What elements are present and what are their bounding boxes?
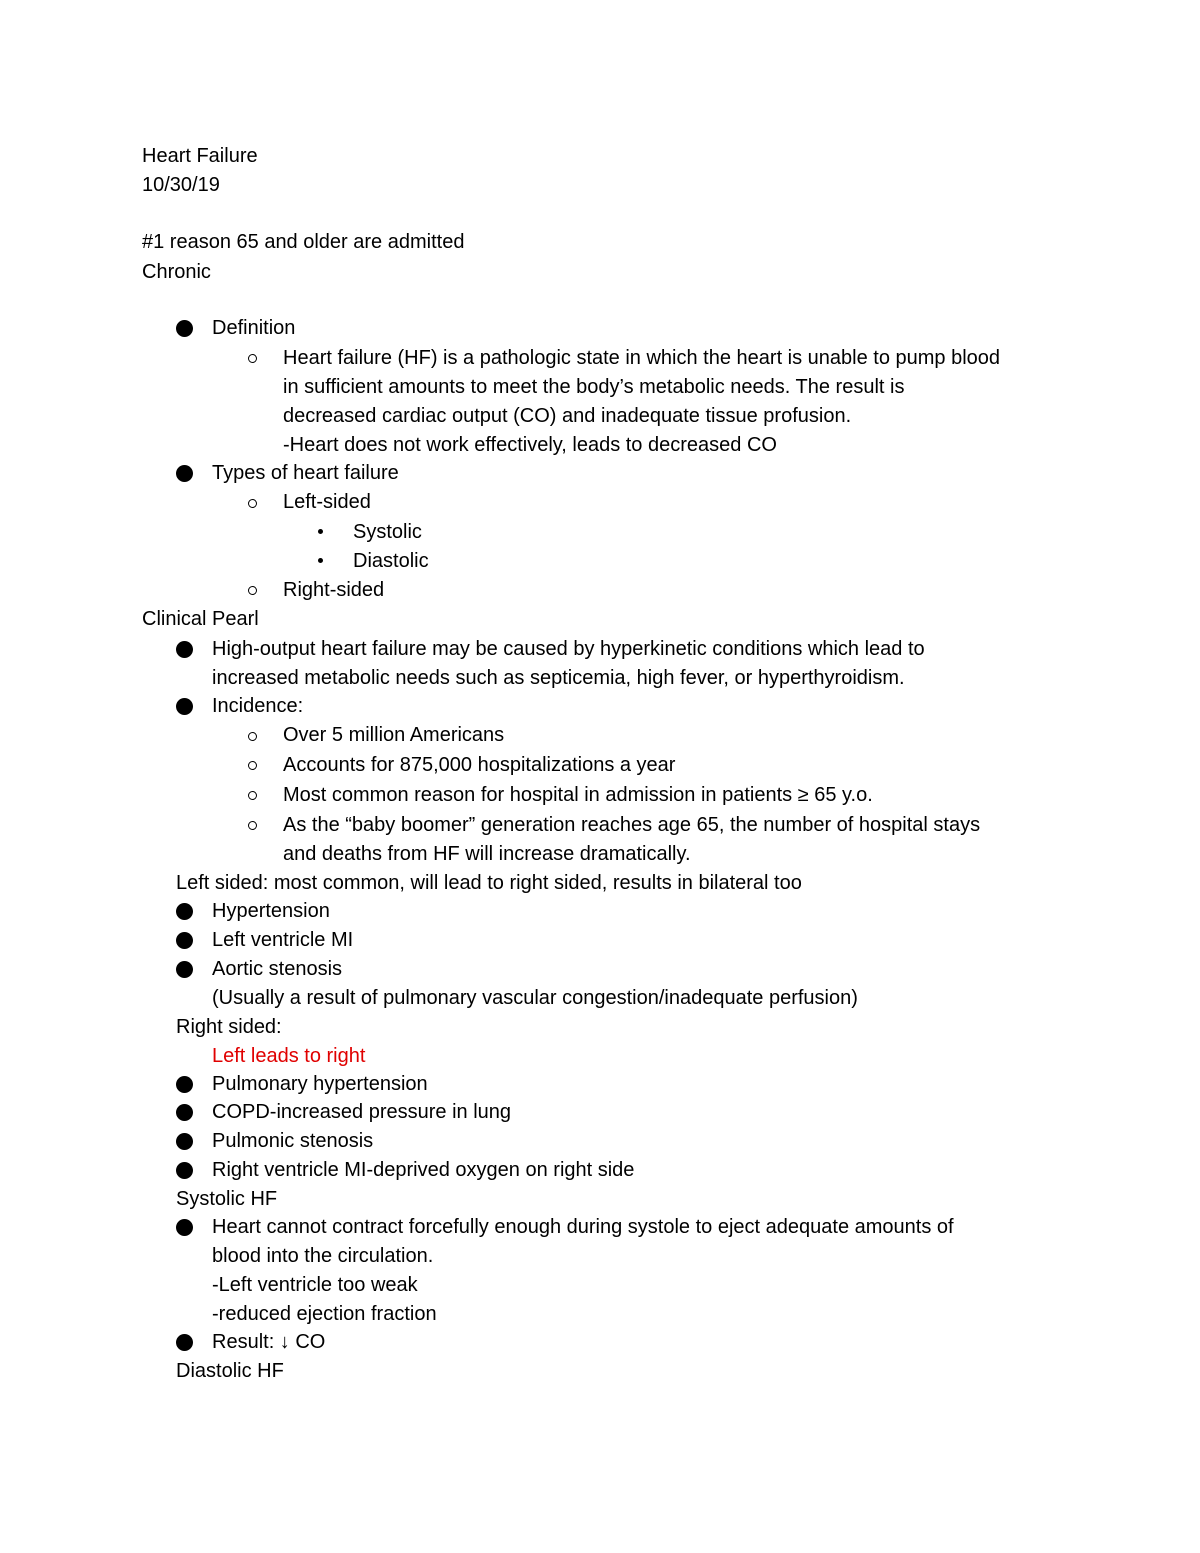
filled-bullet-icon	[176, 1076, 193, 1093]
systolic-hf-line: Heart cannot contract forcefully enough during systole to eject adequate amounts of	[212, 1216, 954, 1238]
systolic-hf-heading: Systolic HF	[176, 1188, 278, 1210]
left-sided-item: Left ventricle MI	[212, 929, 354, 951]
left-sided-item: Hypertension	[212, 900, 330, 922]
filled-bullet-icon	[176, 698, 193, 715]
right-sided-item: Right ventricle MI-deprived oxygen on right side	[212, 1159, 635, 1181]
type-diastolic: Diastolic	[353, 550, 429, 572]
filled-bullet-icon	[176, 932, 193, 949]
clinical-pearl-heading: Clinical Pearl	[142, 608, 259, 630]
filled-bullet-icon	[176, 641, 193, 658]
filled-bullet-icon	[176, 320, 193, 337]
type-systolic: Systolic	[353, 521, 422, 543]
filled-bullet-icon	[176, 1133, 193, 1150]
type-right: Right-sided	[283, 579, 385, 601]
intro-line: #1 reason 65 and older are admitted	[142, 231, 465, 253]
filled-bullet-icon	[176, 903, 193, 920]
incidence-item: Over 5 million Americans	[283, 724, 505, 746]
types-heading: Types of heart failure	[212, 462, 399, 484]
high-output-line: increased metabolic needs such as septicemia, high fever, or hyperthyroidism.	[212, 667, 905, 689]
right-sided-item: COPD-increased pressure in lung	[212, 1101, 512, 1123]
page-title: Heart Failure	[142, 145, 258, 167]
dot-bullet-icon	[318, 529, 323, 534]
left-sided-note: (Usually a result of pulmonary vascular congestion/inadequate perfusion)	[212, 987, 858, 1009]
filled-bullet-icon	[176, 1219, 193, 1236]
incidence-item: Most common reason for hospital in admission in patients ≥ 65 y.o.	[283, 784, 873, 806]
circle-bullet-icon	[248, 821, 257, 830]
incidence-item: As the “baby boomer” generation reaches age 65, the number of hospital stays	[283, 814, 981, 836]
definition-line: -Heart does not work effectively, leads to decreased CO	[283, 434, 777, 456]
filled-bullet-icon	[176, 1162, 193, 1179]
systolic-hf-result: Result: ↓ CO	[212, 1331, 326, 1353]
circle-bullet-icon	[248, 732, 257, 741]
systolic-hf-line: -Left ventricle too weak	[212, 1274, 418, 1296]
incidence-heading: Incidence:	[212, 695, 304, 717]
right-sided-highlight: Left leads to right	[212, 1045, 366, 1067]
incidence-item: and deaths from HF will increase dramatically.	[283, 843, 691, 865]
definition-line: Heart failure (HF) is a pathologic state in which the heart is unable to pump blood	[283, 347, 1001, 369]
date: 10/30/19	[142, 174, 220, 196]
filled-bullet-icon	[176, 1334, 193, 1351]
circle-bullet-icon	[248, 761, 257, 770]
diastolic-hf-heading: Diastolic HF	[176, 1360, 284, 1382]
filled-bullet-icon	[176, 1104, 193, 1121]
type-left: Left-sided	[283, 491, 371, 513]
dot-bullet-icon	[318, 558, 323, 563]
high-output-line: High-output heart failure may be caused by hyperkinetic conditions which lead to	[212, 638, 925, 660]
left-sided-item: Aortic stenosis	[212, 958, 343, 980]
right-sided-item: Pulmonary hypertension	[212, 1073, 428, 1095]
circle-bullet-icon	[248, 791, 257, 800]
right-sided-item: Pulmonic stenosis	[212, 1130, 374, 1152]
circle-bullet-icon	[248, 499, 257, 508]
definition-line: decreased cardiac output (CO) and inadequate tissue profusion.	[283, 405, 852, 427]
incidence-item: Accounts for 875,000 hospitalizations a year	[283, 754, 676, 776]
definition-line: in sufficient amounts to meet the body’s metabolic needs. The result is	[283, 376, 905, 398]
systolic-hf-line: -reduced ejection fraction	[212, 1303, 437, 1325]
left-sided-heading: Left sided: most common, will lead to right sided, results in bilateral too	[176, 872, 802, 894]
filled-bullet-icon	[176, 961, 193, 978]
intro-line: Chronic	[142, 261, 211, 283]
systolic-hf-line: blood into the circulation.	[212, 1245, 434, 1267]
filled-bullet-icon	[176, 465, 193, 482]
right-sided-heading: Right sided:	[176, 1016, 282, 1038]
definition-heading: Definition	[212, 317, 296, 339]
circle-bullet-icon	[248, 586, 257, 595]
circle-bullet-icon	[248, 354, 257, 363]
